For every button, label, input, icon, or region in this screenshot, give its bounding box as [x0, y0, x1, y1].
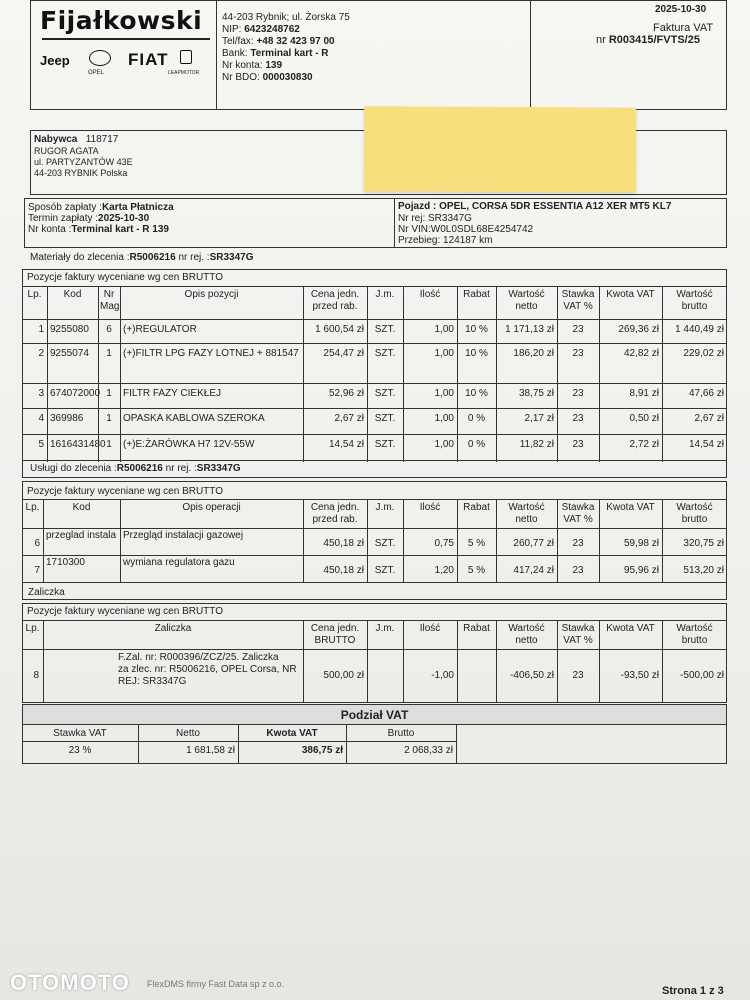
- services-header-9: Kwota VAT: [606, 502, 655, 513]
- otomoto-watermark: OTOMOTO: [10, 970, 130, 995]
- parts-row-5-col-9: 23: [572, 439, 584, 450]
- parts-row-2-col-6: 1,00: [434, 348, 454, 359]
- vat-value-1: 1 681,58 zł: [186, 745, 235, 756]
- parts-row-1-col-1: 9255080: [50, 324, 89, 335]
- parts-row-4-col-9: 23: [572, 413, 584, 424]
- services-header-4: J.m.: [375, 502, 395, 513]
- parts-row-1-col-3: (+)REGULATOR: [123, 324, 197, 335]
- fiat-logo: FIAT: [128, 50, 169, 69]
- services-row-7-col-9: 95,96 zł: [623, 565, 659, 576]
- parts-row-4-col-10: 0,50 zł: [629, 413, 659, 424]
- vat-header-0: Stawka VAT: [53, 728, 107, 739]
- parts-row-5-col-8: 11,82 zł: [519, 439, 554, 450]
- services-row-6-col-0: 6: [34, 538, 40, 549]
- parts-row-2-col-9: 23: [572, 348, 584, 359]
- services-header-2: Opis operacji: [182, 502, 241, 513]
- sticky-note: [364, 106, 636, 192]
- parts-header-9: Stawka VAT %: [561, 289, 595, 312]
- parts-row-5-col-7: 0 %: [467, 439, 486, 450]
- parts-row-1-col-4: 1 600,54 zł: [315, 324, 364, 335]
- parts-row-2-col-8: 186,20 zł: [513, 348, 554, 359]
- parts-row-5-col-6: 1,00: [434, 439, 454, 450]
- tel-line: Tel/fax: +48 32 423 97 00: [222, 36, 335, 47]
- parts-row-3-col-10: 8,91 zł: [629, 388, 659, 399]
- seller-address: 44-203 Rybnik; ul. Żorska 75: [222, 12, 350, 23]
- parts-row-5-col-1: 1616431480: [50, 439, 106, 450]
- parts-row-1-col-7: 10 %: [465, 324, 488, 335]
- advance-header-6: Wartość netto: [508, 623, 545, 646]
- vat-header-3: Brutto: [387, 728, 415, 739]
- parts-row-2-col-7: 10 %: [465, 348, 488, 359]
- vehicle-mileage: Przebieg: 124187 km: [398, 235, 493, 246]
- services-row-7-col-6: 5 %: [467, 565, 486, 576]
- materials-order: Materiały do zlecenia :R5006216 nr rej. :SR3347G: [30, 252, 254, 263]
- advance-header-2: Cena jedn. BRUTTO: [310, 623, 360, 646]
- advance-desc-line-0: F.Zal. nr: R000396/ZCZ/25. Zaliczka: [118, 652, 279, 663]
- services-row-7-col-8: 23: [572, 565, 584, 576]
- services-row-6-col-9: 59,98 zł: [623, 538, 659, 549]
- parts-row-5-col-2: 1: [106, 439, 112, 450]
- services-header-0: Lp.: [25, 502, 40, 513]
- advance-price: 500,00 zł: [323, 670, 364, 681]
- parts-header-7: Rabat: [463, 289, 490, 300]
- parts-row-1-col-8: 1 171,13 zł: [505, 324, 554, 335]
- parts-row-4-col-4: 2,67 zł: [334, 413, 364, 424]
- parts-row-3-col-8: 38,75 zł: [518, 388, 554, 399]
- parts-row-5-col-3: (+)E:ŻARÓWKA H7 12V-55W: [123, 439, 255, 450]
- advance-header-4: Ilość: [419, 623, 441, 634]
- leapmotor-label: LEAPMOTOR: [168, 70, 200, 76]
- services-header-7: Wartość netto: [508, 502, 545, 525]
- advance-header-8: Kwota VAT: [606, 623, 655, 634]
- document-type: Faktura VAT: [653, 22, 714, 34]
- services-row-6-col-3: 450,18 zł: [323, 538, 364, 549]
- parts-row-2-col-2: 1: [106, 348, 112, 359]
- payment-method: Sposób zapłaty :Karta Płatnicza: [28, 202, 174, 213]
- services-header-6: Rabat: [463, 502, 490, 513]
- advance-table-title: Pozycje faktury wyceniane wg cen BRUTTO: [27, 606, 224, 617]
- parts-row-1-col-10: 269,36 zł: [618, 324, 659, 335]
- advance-net: -406,50 zł: [510, 670, 554, 681]
- services-row-6-col-4: SZT.: [374, 538, 396, 549]
- parts-row-2-col-5: SZT.: [374, 348, 396, 359]
- parts-row-4-col-3: OPASKA KABLOWA SZEROKA: [123, 413, 265, 424]
- parts-row-3-col-7: 10 %: [465, 388, 488, 399]
- konto-line: Nr konta: 139: [222, 60, 283, 71]
- services-row-7-col-0: 7: [34, 565, 40, 576]
- parts-header-8: Wartość netto: [508, 289, 545, 312]
- invoice-date: 2025-10-30: [655, 4, 707, 15]
- advance-qty: -1,00: [431, 670, 454, 681]
- advance-lp: 8: [33, 670, 39, 681]
- bdo-line: Nr BDO: 000030830: [222, 72, 313, 83]
- jeep-logo: Jeep: [40, 53, 70, 68]
- services-row-6-col-7: 260,77 zł: [513, 538, 554, 549]
- vat-value-2: 386,75 zł: [301, 745, 343, 756]
- vat-value-0: 23 %: [68, 745, 92, 756]
- services-row-6-col-8: 23: [572, 538, 584, 549]
- parts-row-4-col-11: 2,67 zł: [694, 413, 724, 424]
- parts-row-3-col-3: FILTR FAZY CIEKŁEJ: [123, 388, 221, 399]
- parts-row-4-col-1: 369986: [50, 413, 84, 424]
- advance-gross: -500,00 zł: [680, 670, 724, 681]
- services-row-7-col-4: SZT.: [374, 565, 396, 576]
- parts-row-1-col-0: 1: [38, 324, 44, 335]
- parts-row-1-col-5: SZT.: [374, 324, 396, 335]
- services-row-7-col-10: 513,20 zł: [683, 565, 724, 576]
- parts-row-3-col-11: 47,66 zł: [688, 388, 724, 399]
- vat-header-2: Kwota VAT: [266, 728, 318, 739]
- services-row-6-col-10: 320,75 zł: [683, 538, 724, 549]
- parts-row-4-col-6: 1,00: [434, 413, 454, 424]
- nip-line: NIP: 6423248762: [222, 24, 300, 35]
- parts-header-6: Ilość: [419, 289, 441, 300]
- parts-row-1-col-2: 6: [106, 324, 112, 335]
- parts-row-2-col-11: 229,02 zł: [683, 348, 724, 359]
- services-order: Usługi do zlecenia :R5006216 nr rej. :SR3347G: [30, 463, 241, 474]
- parts-row-5-col-0: 5: [38, 439, 44, 450]
- buyer-name: RUGOR AGATA: [34, 146, 99, 156]
- services-row-6-col-5: 0,75: [434, 538, 454, 549]
- buyer-label: Nabywca 118717: [34, 134, 119, 145]
- vat-value-3: 2 068,33 zł: [404, 745, 453, 756]
- opel-label: OPEL: [88, 70, 105, 76]
- buyer-city: 44-203 RYBNIK Polska: [34, 168, 128, 178]
- services-table-title: Pozycje faktury wyceniane wg cen BRUTTO: [27, 486, 224, 497]
- vehicle-name: Pojazd : OPEL, CORSA 5DR ESSENTIA A12 XER MT5 KL7: [398, 201, 672, 212]
- bank-line: Bank: Terminal kart - R: [222, 48, 329, 59]
- advance-desc-line-2: REJ: SR3347G: [118, 676, 187, 687]
- services-header-1: Kod: [72, 502, 91, 513]
- vehicle-reg: Nr rej: SR3347G: [398, 213, 472, 224]
- services-row-6-col-6: 5 %: [467, 538, 486, 549]
- services-row-7-col-5: 1,20: [434, 565, 454, 576]
- parts-row-4-col-5: SZT.: [374, 413, 396, 424]
- services-row-7-col-2: wymiana regulatora gazu: [123, 557, 235, 568]
- parts-row-5-col-11: 14,54 zł: [688, 439, 724, 450]
- opel-logo: [89, 50, 111, 66]
- parts-header-10: Kwota VAT: [606, 289, 655, 300]
- page-number: Strona 1 z 3: [662, 985, 724, 997]
- parts-row-2-col-0: 2: [38, 348, 44, 359]
- invoice-number: nr R003415/FVTS/25: [596, 34, 700, 46]
- parts-row-1-col-6: 1,00: [434, 324, 454, 335]
- advance-vat-rate: 23: [572, 670, 584, 681]
- parts-header-4: Cena jedn. przed rab.: [310, 289, 360, 312]
- services-row-6-col-1: przeglad instala: [46, 530, 117, 541]
- parts-table-title: Pozycje faktury wyceniane wg cen BRUTTO: [27, 272, 224, 283]
- parts-header-2: Nr Mag: [100, 289, 120, 312]
- parts-header-1: Kod: [63, 289, 82, 300]
- parts-row-4-col-7: 0 %: [467, 413, 486, 424]
- parts-header-5: J.m.: [375, 289, 395, 300]
- parts-row-3-col-0: 3: [38, 388, 44, 399]
- advance-header-5: Rabat: [463, 623, 490, 634]
- payment-term: Termin zapłaty :2025-10-30: [28, 213, 150, 224]
- services-header-8: Stawka VAT %: [561, 502, 595, 525]
- payment-account: Nr konta :Terminal kart - R 139: [28, 224, 169, 235]
- parts-row-4-col-8: 2,17 zł: [524, 413, 554, 424]
- parts-row-2-col-3: (+)FILTR LPG FAZY LOTNEJ + 881547: [123, 348, 299, 359]
- parts-row-3-col-1: 674072000: [50, 388, 101, 399]
- zaliczka-label: Zaliczka: [28, 587, 65, 598]
- vat-summary-title: Podział VAT: [340, 708, 409, 722]
- parts-header-11: Wartość brutto: [676, 289, 713, 312]
- parts-row-5-col-10: 2,72 zł: [629, 439, 659, 450]
- parts-row-3-col-4: 52,96 zł: [328, 388, 364, 399]
- parts-row-2-col-1: 9255074: [50, 348, 89, 359]
- services-header-5: Ilość: [419, 502, 441, 513]
- advance-header-3: J.m.: [375, 623, 395, 634]
- vat-header-1: Netto: [176, 728, 200, 739]
- parts-header-3: Opis pozycji: [184, 289, 239, 300]
- advance-header-0: Lp.: [25, 623, 40, 634]
- parts-row-5-col-4: 14,54 zł: [328, 439, 364, 450]
- parts-row-2-col-10: 42,82 zł: [623, 348, 659, 359]
- leapmotor-logo: [180, 50, 192, 64]
- parts-row-3-col-6: 1,00: [434, 388, 454, 399]
- vehicle-vin: Nr VIN:W0L0SDL68E4254742: [398, 224, 534, 235]
- parts-row-1-col-9: 23: [572, 324, 584, 335]
- advance-header-9: Wartość brutto: [676, 623, 713, 646]
- advance-header-1: Zaliczka: [154, 623, 192, 634]
- software-credit: FlexDMS firmy Fast Data sp z o.o.: [147, 979, 285, 989]
- advance-vat: -93,50 zł: [620, 670, 659, 681]
- parts-row-3-col-2: 1: [106, 388, 112, 399]
- advance-header-7: Stawka VAT %: [561, 623, 595, 646]
- parts-row-3-col-9: 23: [572, 388, 584, 399]
- services-row-7-col-3: 450,18 zł: [323, 565, 364, 576]
- services-header-3: Cena jedn. przed rab.: [310, 502, 360, 525]
- services-row-6-col-2: Przegląd instalacji gazowej: [123, 530, 244, 541]
- services-row-7-col-1: 1710300: [46, 557, 85, 568]
- services-row-7-col-7: 417,24 zł: [513, 565, 554, 576]
- company-logo: Fijałkowski: [40, 6, 203, 35]
- parts-row-2-col-4: 254,47 zł: [323, 348, 364, 359]
- parts-header-0: Lp.: [27, 289, 42, 300]
- parts-row-5-col-5: SZT.: [374, 439, 396, 450]
- parts-row-4-col-0: 4: [38, 413, 44, 424]
- parts-row-1-col-11: 1 440,49 zł: [675, 324, 724, 335]
- services-header-10: Wartość brutto: [676, 502, 713, 525]
- parts-row-4-col-2: 1: [106, 413, 112, 424]
- advance-desc-line-1: za zlec. nr: R5006216, OPEL Corsa, NR: [118, 664, 297, 675]
- parts-row-3-col-5: SZT.: [374, 388, 396, 399]
- buyer-street: ul. PARTYZANTÓW 43E: [34, 157, 133, 167]
